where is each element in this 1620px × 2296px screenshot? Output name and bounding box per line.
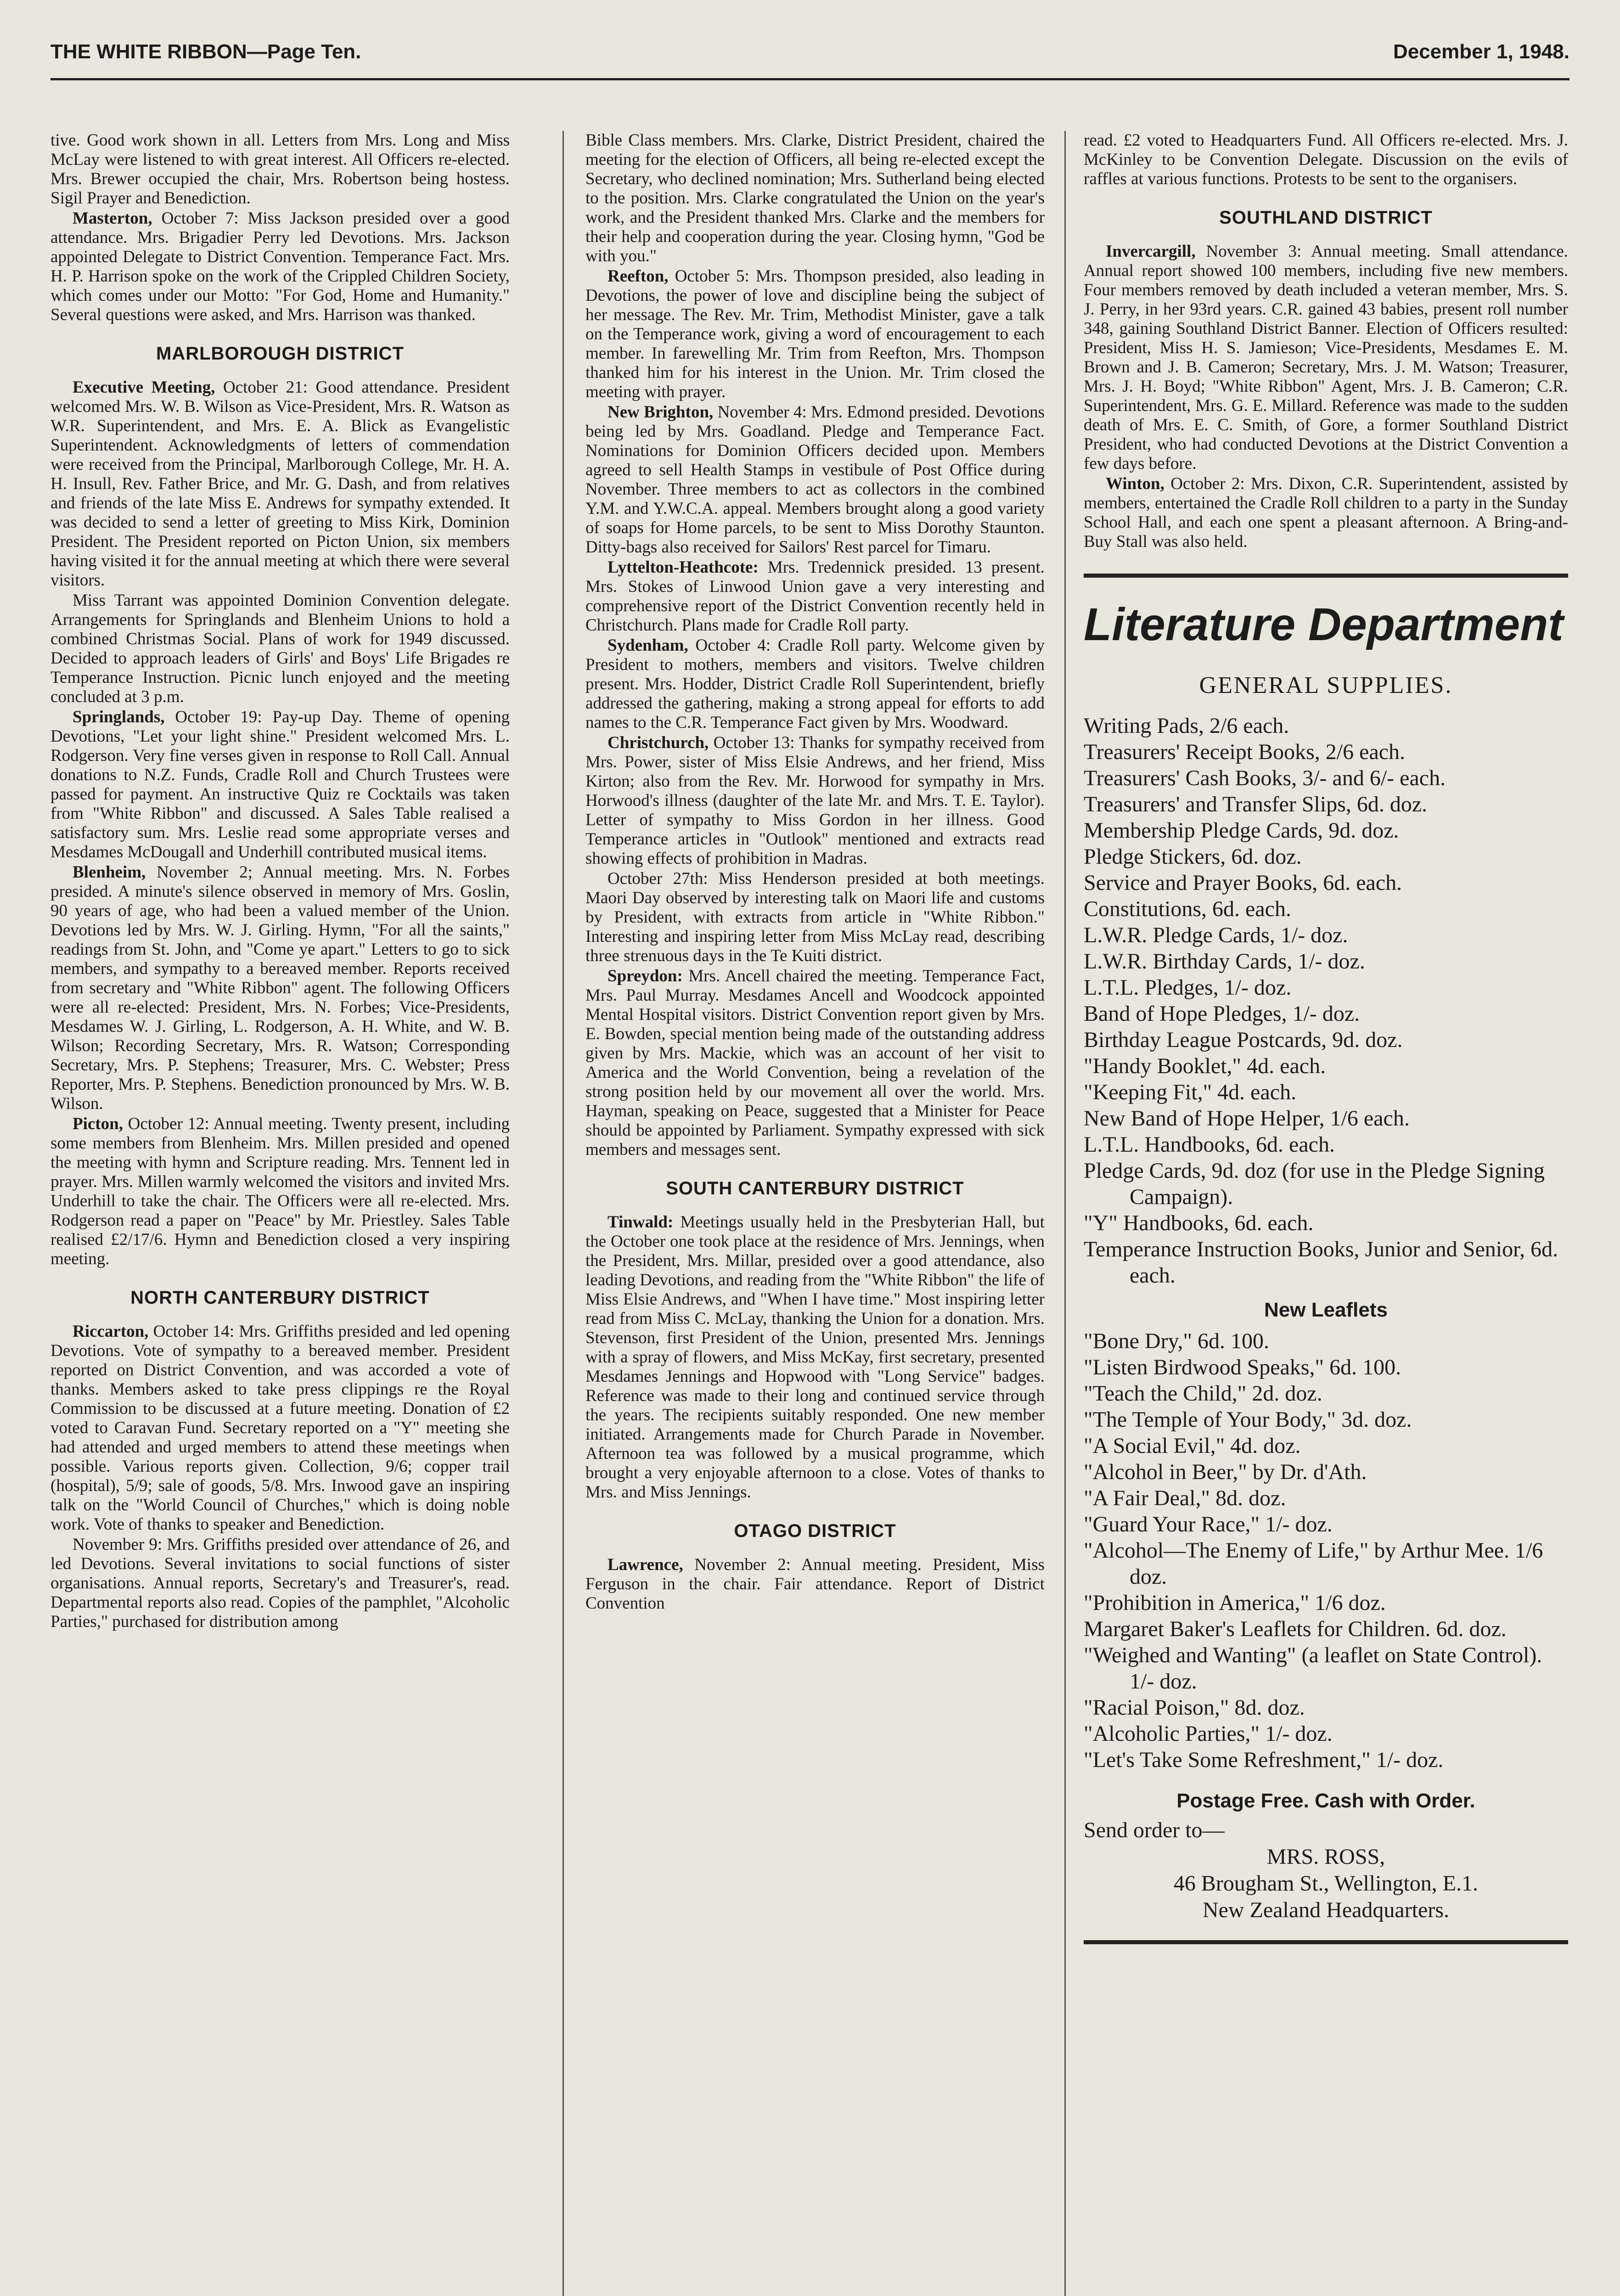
literature-title: Literature Department bbox=[1084, 599, 1564, 650]
report-text: October 7: Miss Jackson presided over a good attendance. Mrs. Brigadier Perry led Devotions. Mrs. Jackson appointed Delegate to District Convention. Temperance Fact. Mrs. H. P. Harrison spoke on the work of the Crippled Children Society, which comes under our Motto: "For God, Home and Humanity." Several questions were asked, and Mrs. Harrison was thanked. bbox=[51, 209, 510, 324]
leaflet-item: Margaret Baker's Leaflets for Children. 6d. doz. bbox=[1084, 1617, 1507, 1641]
header-rule bbox=[51, 78, 1569, 80]
report-text: October 5: Mrs. Thompson presided, also leading in Devotions, the power of love and discipline being the subject of her message. The Rev. Mr. Trim, Methodist Minister, gave a talk on the Temperance work, giving a word of encouragement to each member. In farewelling Mr. Trim from Reefton, Mrs. Thompson thanked him for his interest in the Union. Mr. Trim closed the meeting with prayer. bbox=[585, 267, 1045, 401]
supply-item: L.T.L. Handbooks, 6d. each. bbox=[1084, 1132, 1335, 1157]
report-text: October 21: Good attendance. President welcomed Mrs. W. B. Wilson as Vice-President, Mrs. R. Watson as W.R. Superintendent, and Mrs. E. A. Blick as Evangelistic Superintendent. Acknowledgments of letters of commendation were received from the Principal, Marlborough College, Mr. H. A. H. Insull, Rev. Father Brice, and Mr. G. Dash, and from relatives and friends of the late Miss E. Andrews for sympathy extended. It was decided to send a letter of greeting to Miss Kirk, Dominion President. The President reported on Picton Union, six members having visited it for the annual meeting at which there were several visitors. bbox=[51, 378, 510, 590]
union-name: Springlands, bbox=[73, 708, 165, 726]
supply-item: L.W.R. Pledge Cards, 1/- doz. bbox=[1084, 923, 1348, 947]
column-one bbox=[51, 131, 510, 1632]
report-text: October 12: Annual meeting. Twenty present, including some members from Blenheim. Mrs. Millen presided and opened the meeting with hymn and Scripture reading. Mrs. Tennent led in prayer. Mrs. Millen warmly welcomed the visitors and invited Mrs. Underhill to take the chair. The Officers were all re-elected. Mrs. Rodgerson read a paper on "Peace" by Mr. Priestley. Sales Table realised £2/17/6. Hymn and Benediction closed a very inspiring meeting. bbox=[51, 1114, 510, 1268]
paragraph: October 27th: Miss Henderson presided at both meetings. Maori Day observed by interesting talk on Maori life and customs by President, with extracts from article in "White Ribbon." Interesting and inspiring letter from Miss McLay read, describing three strenuous days in the Te Kuiti district. bbox=[585, 869, 1045, 965]
paragraph bbox=[51, 863, 510, 1114]
report-text: November 4: Mrs. Edmond presided. Devotions being led by Mrs. Goadland. Pledge and Temperance Fact. Nominations for Dominion Officers decided upon. Members agreed to sell Health Stamps in vestibule of Post Office during November. Three members to act as collectors in the combined Y.M. and Y.W.C.A. appeal. Members brought along a good variety of soaps for Home parcels, to be sent to Miss Dorothy Staunton. Ditty-bags also received for Sailors' Rest parcel for Timaru. bbox=[585, 403, 1045, 557]
supply-item: "Handy Booklet," 4d. each. bbox=[1084, 1054, 1326, 1078]
paragraph: November 9: Mrs. Griffiths presided over attendance of 26, and led Devotions. Several invitations to social functions of sister organisations. Annual reports, Secretary's and Treasurer's, read. Departmental reports also read. Copies of the pamphlet, "Alcoholic Parties," purchased for distribution among bbox=[51, 1535, 510, 1631]
district-heading: SOUTH CANTERBURY DISTRICT bbox=[666, 1178, 964, 1199]
leaflet-item: "Listen Birdwood Speaks," 6d. 100. bbox=[1084, 1355, 1401, 1379]
district-heading: SOUTHLAND DISTRICT bbox=[1219, 208, 1433, 228]
paragraph: Miss Tarrant was appointed Dominion Convention delegate. Arrangements for Springlands and Blenheim Unions to hold a combined Christmas Social. Plans of work for 1949 discussed. Decided to approach leaders of Girls' and Boys' Life Brigades re Temperance Instruction. Picnic lunch enjoyed and the meeting concluded at 3 p.m. bbox=[51, 591, 510, 706]
supply-item: Treasurers' Receipt Books, 2/6 each. bbox=[1084, 740, 1406, 764]
report-text: Mrs. Ancell chaired the meeting. Temperance Fact, Mrs. Paul Murray. Mesdames Ancell and Woodcock appointed Mental Hospital visitors. District Convention report given by Mrs. E. Bowden, special mention being made of the outstanding address given by Mrs. Mackie, which was an account of her visit to America and the World Convention, being a revelation of the strong position held by our movement all over the world. Mrs. Hayman, speaking on Peace, suggested that a Minister for Peace should be appointed by Parliament. Sympathy expressed with sick members and messages sent. bbox=[585, 967, 1045, 1159]
union-name: New Brighton, bbox=[608, 403, 714, 422]
leaflet-item: "Alcoholic Parties," 1/- doz. bbox=[1084, 1722, 1333, 1746]
paragraph bbox=[1084, 242, 1568, 473]
union-name: Lawrence, bbox=[608, 1555, 683, 1574]
contact-name: MRS. ROSS, bbox=[1266, 1845, 1385, 1869]
supply-item: L.T.L. Pledges, 1/- doz. bbox=[1084, 975, 1292, 1000]
report-text: Mrs. Tredennick presided. 13 present. Mrs. Stokes of Linwood Union gave a very interesting and comprehensive report of the District Convention recently held in Christchurch. Plans made for Cradle Roll party. bbox=[585, 558, 1045, 635]
paragraph bbox=[51, 378, 510, 590]
district-heading: OTAGO DISTRICT bbox=[734, 1521, 896, 1541]
supply-item: Birthday League Postcards, 9d. doz. bbox=[1084, 1028, 1403, 1052]
supplies-list bbox=[1084, 713, 1568, 1289]
report-text: October 14: Mrs. Griffiths presided and led opening Devotions. Vote of sympathy to a bereaved member. President reported on District Convention, and was accorded a vote of thanks. Members asked to take press clippings re the Royal Commission to be discussed at a future meeting. Donation of £2 voted to Caravan Fund. Secretary reported on a "Y" meeting she had attended and urged members to attend these meetings when possible. Various reports given. Collection, 9/6; copper trail (hospital), 5/9; sale of goods, 5/8. Mrs. Inwood gave an inspiring talk on the "World Council of Churches," which is doing noble work. Vote of thanks to speaker and Benediction. bbox=[51, 1322, 510, 1534]
supply-item: Band of Hope Pledges, 1/- doz. bbox=[1084, 1002, 1360, 1026]
union-name: Riccarton, bbox=[73, 1322, 149, 1341]
headquarters-label: New Zealand Headquarters. bbox=[1202, 1898, 1450, 1922]
send-order-label: Send order to— bbox=[1084, 1818, 1225, 1842]
general-supplies-heading: GENERAL SUPPLIES. bbox=[1199, 672, 1453, 698]
supply-item: "Keeping Fit," 4d. each. bbox=[1084, 1080, 1297, 1104]
report-text: November 3: Annual meeting. Small attendance. Annual report showed 100 members, including five new members. Four members removed by death included a veteran member, Mrs. S. J. Perry, in her 93rd years. C.R. gained 43 babies, present roll number 348, gaining Southland District Banner. Election of Officers resulted: President, Miss H. S. Jamieson; Vice-Presidents, Mesdames E. M. Brown and J. B. Cameron; Secretary, Mrs. J. M. Watson; Treasurer, Mrs. J. H. Boyd; "White Ribbon" Agent, Mrs. J. B. Cameron; C.R. Superintendent, Mrs. G. E. Millard. Reference was made to the sudden death of Mrs. E. C. Smith, of Gore, a former Southland District President, who had conducted Devotions at the District Convention a few days before. bbox=[1084, 242, 1568, 473]
union-name: Masterton, bbox=[73, 209, 152, 228]
paragraph bbox=[585, 733, 1045, 868]
paragraph: tive. Good work shown in all. Letters from Mrs. Long and Miss McLay were listened to with great interest. All Officers re-elected. Mrs. Brewer occupied the chair, Mrs. Robertson being hostess. Sigil Prayer and Benediction. bbox=[51, 131, 510, 208]
union-name: Executive Meeting, bbox=[73, 378, 215, 397]
column-two bbox=[585, 131, 1045, 1614]
union-name: Blenheim, bbox=[73, 863, 146, 882]
district-heading: MARLBOROUGH DISTRICT bbox=[156, 343, 404, 364]
leaflet-item: "Alcohol—The Enemy of Life," by Arthur Mee. 1/6 doz. bbox=[1084, 1538, 1543, 1589]
report-text: Meetings usually held in the Presbyterian Hall, but the October one took place at the residence of Mrs. Jennings, when the President, Mrs. Millar, presided over a good attendance, also leading Devotions, and reading from the "White Ribbon" the life of Miss Elsie Andrews, and "When I have time." Most inspiring letter read from Miss C. McLay, thanking the Union for a donation. Mrs. Stevenson, first President of the Union, presented Mrs. Jennings with a spray of flowers, and Miss McKay, first secretary, presented Mesdames Jennings and Hopwood with "Long Service" badges. Reference was made to their long and continued service through the years. The recipients suitably responded. One new member initiated. Arrangements made for Church Parade in November. Afternoon tea was followed by a musical programme, which brought a very enjoyable afternoon to a close. Votes of thanks to Mrs. and Miss Jennings. bbox=[585, 1213, 1045, 1502]
union-name: Lyttelton-Heathcote: bbox=[608, 558, 759, 577]
leaflets-list bbox=[1084, 1328, 1568, 1773]
paragraph bbox=[51, 708, 510, 862]
union-name: Spreydon: bbox=[608, 967, 683, 985]
leaflet-item: "Teach the Child," 2d. doz. bbox=[1084, 1381, 1322, 1406]
report-text: November 2; Annual meeting. Mrs. N. Forbes presided. A minute's silence observed in memory of Mrs. Goslin, 90 years of age, who had been a valued member of the Union. Devotions led by Mrs. W. J. Girling. Hymn, "For all the saints," readings from St. John, and "Come ye apart." Letters to go to sick members, and sympathy to a bereaved member. Reports received from secretary and "White Ribbon" agent. The following Officers were all re-elected: President, Mrs. N. Forbes; Vice-Presidents, Mesdames W. J. Girling, L. Rodgerson, A. H. White, and W. B. Wilson; Recording Secretary, Mrs. R. Watson; Corresponding Secretary, Mrs. P. Stephens; Treasurer, Mrs. C. Webster; Press Reporter, Mrs. P. Stephens. Benediction pronounced by Mrs. W. B. Wilson. bbox=[51, 863, 510, 1113]
new-leaflets-heading: New Leaflets bbox=[1264, 1299, 1388, 1321]
union-name: Winton, bbox=[1106, 474, 1164, 493]
supply-item: Pledge Stickers, 6d. doz. bbox=[1084, 844, 1302, 869]
union-name: Tinwald: bbox=[608, 1213, 674, 1232]
paragraph: read. £2 voted to Headquarters Fund. All Officers re-elected. Mrs. J. McKinley to be Convention Delegate. Discussion on the evils of raffles at various functions. Protests to be sent to the organisers. bbox=[1084, 131, 1568, 188]
paragraph bbox=[585, 1213, 1045, 1502]
contact-address: 46 Brougham St., Wellington, E.1. bbox=[1173, 1871, 1479, 1896]
report-text: October 13: Thanks for sympathy received from Mrs. Power, sister of Miss Elsie Andrews, and her friend, Miss Kirton; also from the Rev. Mr. Horwood for sympathy in Mrs. Horwood's illness (daughter of the late Mr. and Mrs. T. E. Taylor). Letter of sympathy to Miss Gordon in her illness. Good Temperance articles in "Outlook" mentioned and extracts read showing effects of prohibition in Madras. bbox=[585, 733, 1045, 868]
page-header bbox=[51, 40, 1569, 73]
report-text: October 19: Pay-up Day. Theme of opening Devotions, "Let your light shine." President welcomed Mrs. L. Rodgerson. Very fine verses given in response to Roll Call. Annual donations to N.Z. Funds, Cradle Roll and Church Trustees were passed for payment. An instructive Quiz re Cocktails was taken from "White Ribbon" and discussed. A Sales Table realised a satisfactory sum. Mrs. Leslie read some appropriate verses and Mesdames McDougall and Underhill contributed musical items. bbox=[51, 708, 510, 861]
leaflet-item: "Let's Take Some Refreshment," 1/- doz. bbox=[1084, 1748, 1444, 1772]
supply-item: Treasurers' Cash Books, 3/- and 6/- each. bbox=[1084, 766, 1446, 790]
union-name: Sydenham, bbox=[608, 636, 688, 655]
leaflet-item: "A Fair Deal," 8d. doz. bbox=[1084, 1486, 1286, 1510]
supply-item: New Band of Hope Helper, 1/6 each. bbox=[1084, 1106, 1410, 1131]
supply-item: "Y" Handbooks, 6d. each. bbox=[1084, 1211, 1314, 1235]
paragraph bbox=[585, 636, 1045, 732]
paragraph bbox=[585, 1555, 1045, 1613]
paragraph bbox=[1084, 474, 1568, 551]
paragraph bbox=[51, 1322, 510, 1534]
paragraph bbox=[51, 209, 510, 325]
supply-item: Temperance Instruction Books, Junior and Senior, 6d. each. bbox=[1084, 1237, 1558, 1288]
leaflet-item: "Guard Your Race," 1/- doz. bbox=[1084, 1512, 1333, 1536]
supply-item: L.W.R. Birthday Cards, 1/- doz. bbox=[1084, 949, 1365, 974]
column-divider bbox=[1064, 131, 1066, 2296]
leaflet-item: "Prohibition in America," 1/6 doz. bbox=[1084, 1591, 1386, 1615]
leaflet-item: "A Social Evil," 4d. doz. bbox=[1084, 1434, 1301, 1458]
paragraph bbox=[585, 967, 1045, 1159]
literature-department-ad bbox=[1084, 574, 1568, 1944]
supply-item: Writing Pads, 2/6 each. bbox=[1084, 714, 1289, 738]
paragraph bbox=[585, 403, 1045, 557]
postage-note: Postage Free. Cash with Order. bbox=[1176, 1790, 1475, 1812]
union-name: Invercargill, bbox=[1106, 242, 1196, 261]
report-text: October 2: Mrs. Dixon, C.R. Superintendent, assisted by members, entertained the Cradle Roll children to a party in the Sunday School Hall, and each one spent a pleasant afternoon. A Bring-and-Buy Stall was also held. bbox=[1084, 474, 1568, 551]
supply-item: Service and Prayer Books, 6d. each. bbox=[1084, 871, 1402, 895]
column-divider bbox=[562, 131, 564, 2296]
leaflet-item: "Bone Dry," 6d. 100. bbox=[1084, 1329, 1270, 1353]
supply-item: Treasurers' and Transfer Slips, 6d. doz. bbox=[1084, 792, 1428, 816]
union-name: Picton, bbox=[73, 1114, 123, 1133]
report-text: November 2: Annual meeting. President, Miss Ferguson in the chair. Fair attendance. Report of District Convention bbox=[585, 1555, 1045, 1613]
district-heading: NORTH CANTERBURY DISTRICT bbox=[130, 1288, 430, 1308]
column-three bbox=[1084, 131, 1568, 1944]
union-name: Reefton, bbox=[608, 267, 669, 286]
paragraph bbox=[585, 558, 1045, 635]
paragraph bbox=[585, 267, 1045, 402]
issue-date: December 1, 1948. bbox=[1393, 40, 1569, 63]
leaflet-item: "Racial Poison," 8d. doz. bbox=[1084, 1695, 1305, 1720]
publication-title: THE WHITE RIBBON—Page Ten. bbox=[51, 40, 361, 63]
supply-item: Pledge Cards, 9d. doz (for use in the Pledge Signing Campaign). bbox=[1084, 1159, 1545, 1209]
supply-item: Constitutions, 6d. each. bbox=[1084, 897, 1291, 921]
leaflet-item: "The Temple of Your Body," 3d. doz. bbox=[1084, 1407, 1412, 1432]
paragraph bbox=[51, 1114, 510, 1269]
supply-item: Membership Pledge Cards, 9d. doz. bbox=[1084, 818, 1399, 843]
union-name: Christchurch, bbox=[608, 733, 709, 752]
leaflet-item: "Alcohol in Beer," by Dr. d'Ath. bbox=[1084, 1460, 1367, 1484]
paragraph: Bible Class members. Mrs. Clarke, District President, chaired the meeting for the election of Officers, all being re-elected except the Secretary, who declined nomination; Mrs. Sutherland being elected to the position. Mrs. Clarke congratulated the Union on the year's work, and the President thanked Mrs. Clarke and the members for their help and cooperation during the year. Closing hymn, "God be with you." bbox=[585, 131, 1045, 265]
leaflet-item: "Weighed and Wanting" (a leaflet on State Control). 1/- doz. bbox=[1084, 1643, 1542, 1694]
report-text: October 4: Cradle Roll party. Welcome given by President to mothers, members and visitors. Twelve children present. Mrs. Hodder, District Cradle Roll Superintendent, briefly addressed the gathering, making a strong appeal for efforts to add names to the C.R. Temperance Fact given by Mrs. Woodward. bbox=[585, 636, 1045, 732]
